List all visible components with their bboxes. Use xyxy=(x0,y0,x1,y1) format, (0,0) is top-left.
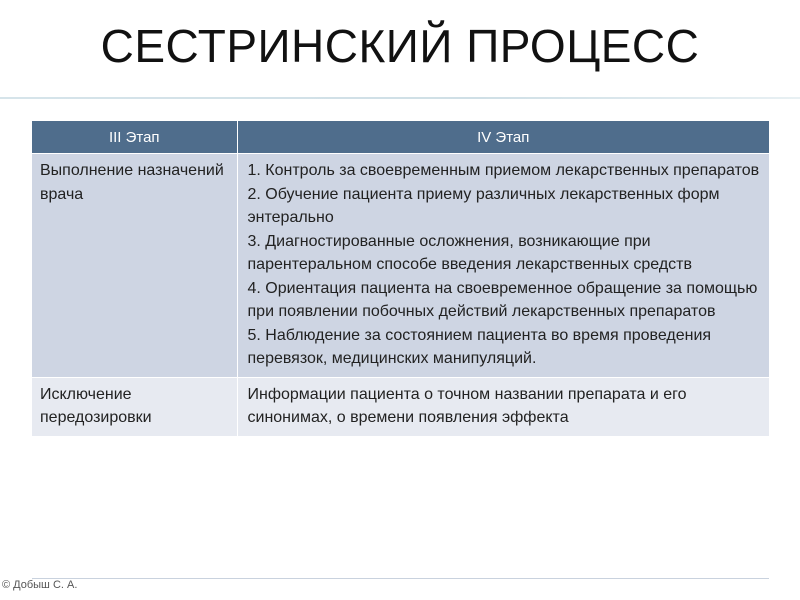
page-title: СЕСТРИНСКИЙ ПРОЦЕСС xyxy=(100,20,700,72)
table-bottom-rule xyxy=(32,578,769,579)
process-table xyxy=(32,121,769,436)
list-item: 2. Обучение пациента приему различных лекарственных форм энтерально xyxy=(247,185,720,226)
row-2-stage-3-cell: Исключение передозировки xyxy=(32,377,237,436)
row-2-stage-4-cell: Информации пациента о точном названии препарата и его синонимах, о времени появления эффекта xyxy=(237,377,769,436)
list-item: 5. Наблюдение за состоянием пациента во время проведения перевязок, медицинских манипуляций. xyxy=(247,326,712,367)
row-1-stage-4-cell xyxy=(237,154,769,378)
title-divider xyxy=(0,97,800,99)
list-item: 3. Диагностированные осложнения, возникающие при парентеральном способе введения лекарственных средств xyxy=(247,232,692,273)
table-row xyxy=(32,377,769,436)
list-item: 4. Ориентация пациента на своевременное обращение за помощью при появлении побочных действий лекарственных препаратов xyxy=(247,279,758,320)
header-stage-4: IV Этап xyxy=(237,121,769,154)
list-item: 1. Контроль за своевременным приемом лекарственных препаратов xyxy=(247,162,760,179)
header-stage-3: III Этап xyxy=(32,121,237,154)
table-header-row xyxy=(32,121,769,154)
table-row xyxy=(32,154,769,378)
copyright-footer: © Добыш С. А. xyxy=(2,579,78,591)
process-table-container xyxy=(32,121,769,436)
row-1-stage-3-cell: Выполнение назначений врача xyxy=(32,154,237,378)
